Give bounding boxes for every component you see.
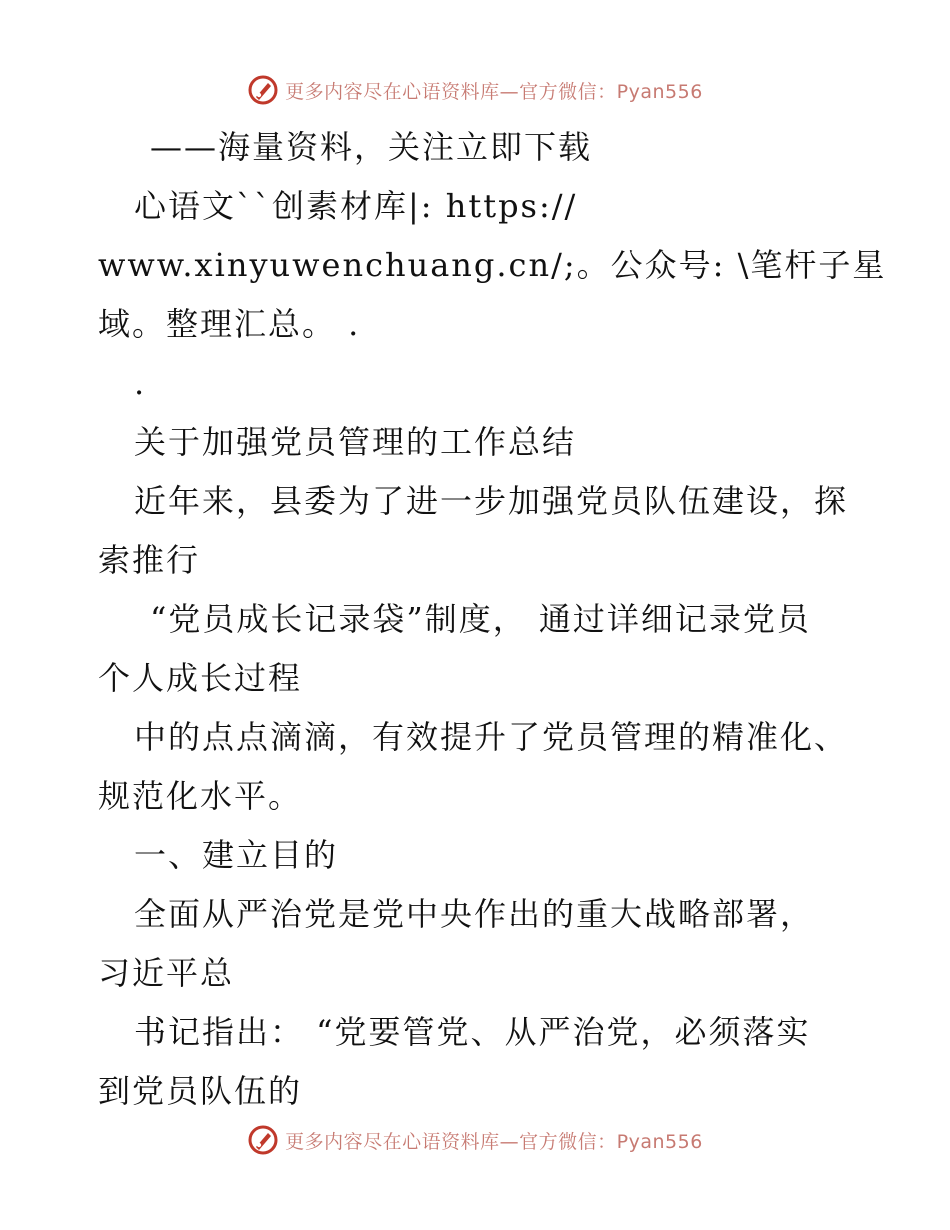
header-watermark: [0, 70, 950, 110]
text-line: 近年来，县委为了进一步加强党员队伍建设，探: [134, 482, 849, 520]
text-line: 习近平总: [98, 954, 235, 992]
footer-watermark: [0, 1120, 950, 1160]
text-line: 到党员队伍的: [98, 1072, 303, 1110]
text-line: 个人成长过程: [98, 659, 303, 697]
text-line: 全面从严治党是党中央作出的重大战略部署，: [134, 895, 815, 933]
pen-logo-icon: [247, 1124, 279, 1156]
text-line: 索推行: [98, 541, 201, 579]
text-line: 规范化水平。: [98, 777, 303, 815]
text-line: www.xinyuwenchuang.cn/;。公众号: \笔杆子星: [98, 246, 887, 284]
text-line: 书记指出： “党要管党、从严治党，必须落实: [134, 1013, 811, 1051]
pen-logo-icon: [247, 74, 279, 106]
watermark-text: 更多内容尽在心语资料库—官方微信：Pyan556: [285, 1130, 703, 1153]
section-title: 关于加强党员管理的工作总结: [134, 423, 577, 461]
section-heading: 一、建立目的: [134, 836, 339, 874]
text-line: 域。整理汇总。 .: [98, 305, 361, 343]
text-line: 心语文``创素材库|: https://: [134, 187, 578, 225]
text-line: ——海量资料，关注立即下载: [150, 128, 593, 166]
watermark-text: 更多内容尽在心语资料库—官方微信：Pyan556: [285, 80, 703, 103]
text-line: 中的点点滴滴，有效提升了党员管理的精准化、: [134, 718, 849, 756]
text-line: “党员成长记录袋”制度， 通过详细记录党员: [150, 600, 811, 638]
text-line: .: [134, 364, 147, 402]
